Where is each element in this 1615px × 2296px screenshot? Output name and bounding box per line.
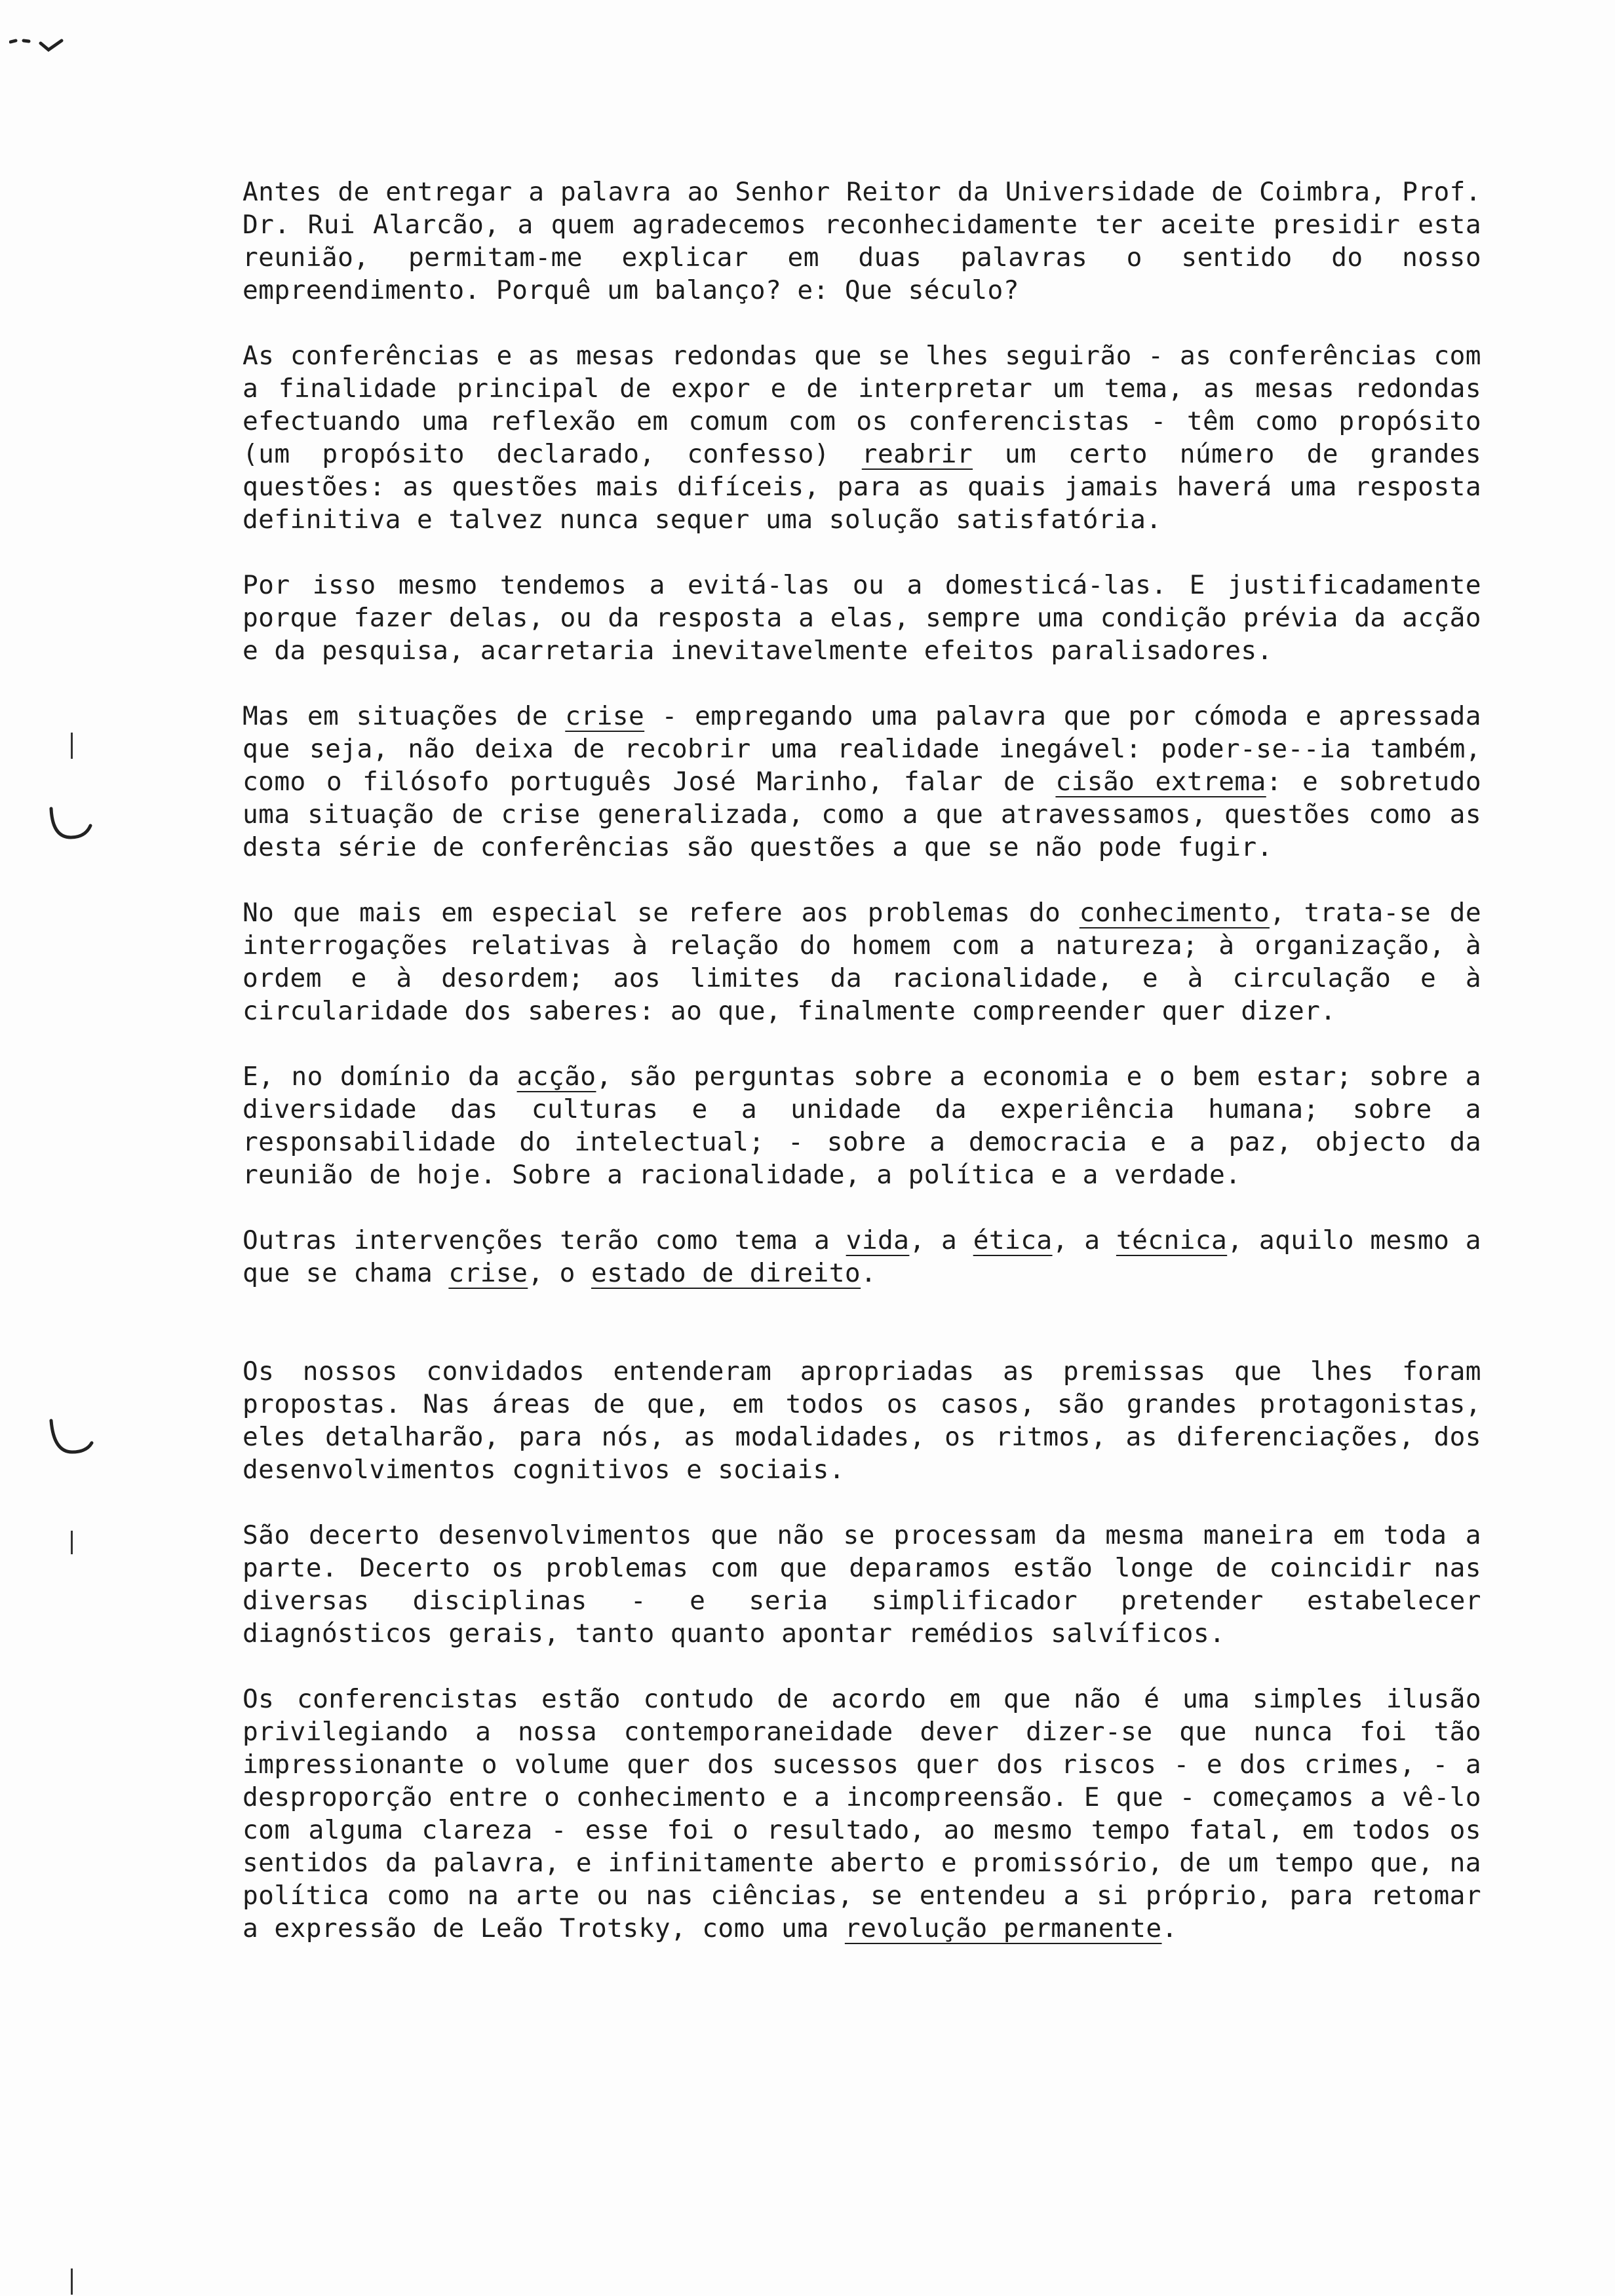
margin-line-mark xyxy=(71,2268,73,2295)
underlined-term: estado de direito xyxy=(591,1258,861,1288)
text-run: , trata-se de interrogações relativas à relação do homem com a natureza; à organização, à ordem e à desordem; aos limites da racionalidade, e à circulação e à circularidade dos saberes: ao que, finalmente compreender quer dizer. xyxy=(243,898,1481,1026)
paragraph xyxy=(243,1519,1481,1650)
text-run: , aquilo mesmo a que se chama xyxy=(243,1225,1481,1288)
text-run: : e sobretudo uma situação de crise generalizada, como a que atravessamos, questões como as desta série de conferências são questões a que se não pode fugir. xyxy=(243,767,1481,862)
paragraph xyxy=(243,176,1481,307)
margin-hook-mark xyxy=(47,803,94,843)
paragraph xyxy=(243,1060,1481,1191)
text-run: . xyxy=(861,1258,877,1288)
underlined-term: reabrir xyxy=(861,439,973,469)
paragraph xyxy=(243,1224,1481,1290)
paragraph xyxy=(243,1355,1481,1486)
paragraph xyxy=(243,700,1481,864)
corner-scribble-mark xyxy=(9,34,68,54)
text-run: . xyxy=(1161,1913,1178,1943)
text-run: As conferências e as mesas redondas que se lhes seguirão - as conferências com a finalidade principal de expor e de interpretar um tema, as mesas redondas efectuando uma reflexão em comum com os conferencistas - têm como propósito (um propósito declarado, confesso) xyxy=(243,341,1481,469)
underlined-term: vida xyxy=(846,1225,910,1255)
margin-hook-mark xyxy=(47,1414,94,1461)
text-run: Mas em situações de xyxy=(243,701,566,731)
text-run: Outras intervenções terão como tema a xyxy=(243,1225,846,1255)
underlined-term: crise xyxy=(448,1258,528,1288)
text-run: - empregando uma palavra que por cómoda e apressada que seja, não deixa de recobrir uma realidade inegável: poder-se--ia também, como o filósofo português José Marinho, falar de xyxy=(243,701,1481,797)
underlined-term: cisão extrema xyxy=(1055,767,1266,797)
text-run: um certo número de grandes questões: as questões mais difíceis, para as quais jamais haverá uma resposta definitiva e talvez nunca sequer uma solução satisfatória. xyxy=(243,439,1481,535)
paragraph xyxy=(243,1683,1481,1945)
text-run: Antes de entregar a palavra ao Senhor Reitor da Universidade de Coimbra, Prof. Dr. Rui Alarcão, a quem agradecemos reconhecidamente ter aceite presidir esta reunião, permitam-me explicar em duas palavras o sentido do nosso empreendimento. Porquê um balanço? e: Que século? xyxy=(243,177,1481,305)
underlined-term: ética xyxy=(973,1225,1053,1255)
margin-line-mark xyxy=(71,733,73,759)
underlined-term: revolução permanente xyxy=(844,1913,1162,1943)
underlined-term: acção xyxy=(516,1062,596,1092)
text-run: Por isso mesmo tendemos a evitá-las ou a domesticá-las. E justificadamente porque fazer delas, ou da resposta a elas, sempre uma condição prévia da acção e da pesquisa, acarretaria inevitavelmente efeitos paralisadores. xyxy=(243,570,1481,666)
text-run: , a xyxy=(1052,1225,1116,1255)
underlined-term: técnica xyxy=(1116,1225,1228,1255)
underlined-term: crise xyxy=(565,701,645,731)
text-run: , são perguntas sobre a economia e o bem estar; sobre a diversidade das culturas e a unidade da experiência humana; sobre a responsabilidade do intelectual; - sobre a democracia e a paz, objecto da reunião de hoje. Sobre a racionalidade, a política e a verdade. xyxy=(243,1062,1481,1190)
text-run: , o xyxy=(528,1258,591,1288)
paragraph xyxy=(243,339,1481,536)
paragraph xyxy=(243,896,1481,1027)
text-run: Os conferencistas estão contudo de acordo em que não é uma simples ilusão privilegiando a nossa contemporaneidade dever dizer-se que nunca foi tão impressionante o volume quer dos sucessos quer dos riscos - e dos crimes, - a desproporção entre o conhecimento e a incompreensão. E que - começamos a vê-lo com alguma clareza - esse foi o resultado, ao mesmo tempo fatal, em todos os sentidos da palavra, e infinitamente aberto e promissório, de um tempo que, na política como na arte ou nas ciências, se entendeu a si próprio, para retomar a expressão de Leão Trotsky, como uma xyxy=(243,1684,1481,1943)
margin-line-mark xyxy=(71,1531,73,1554)
text-run: E, no domínio da xyxy=(243,1062,517,1092)
text-run: No que mais em especial se refere aos problemas do xyxy=(243,898,1080,928)
text-run: São decerto desenvolvimentos que não se processam da mesma maneira em toda a parte. Decerto os problemas com que deparamos estão longe de coincidir nas diversas disciplinas - e seria simplificador pretender estabelecer diagnósticos gerais, tanto quanto apontar remédios salvíficos. xyxy=(243,1520,1481,1649)
paragraph xyxy=(243,569,1481,667)
underlined-term: conhecimento xyxy=(1079,898,1270,928)
document-body xyxy=(243,176,1481,1978)
text-run: , a xyxy=(909,1225,973,1255)
text-run: Os nossos convidados entenderam apropriadas as premissas que lhes foram propostas. Nas áreas de que, em todos os casos, são grandes protagonistas, eles detalharão, para nós, as modalidades, os ritmos, as diferenciações, dos desenvolvimentos cognitivos e sociais. xyxy=(243,1356,1481,1485)
